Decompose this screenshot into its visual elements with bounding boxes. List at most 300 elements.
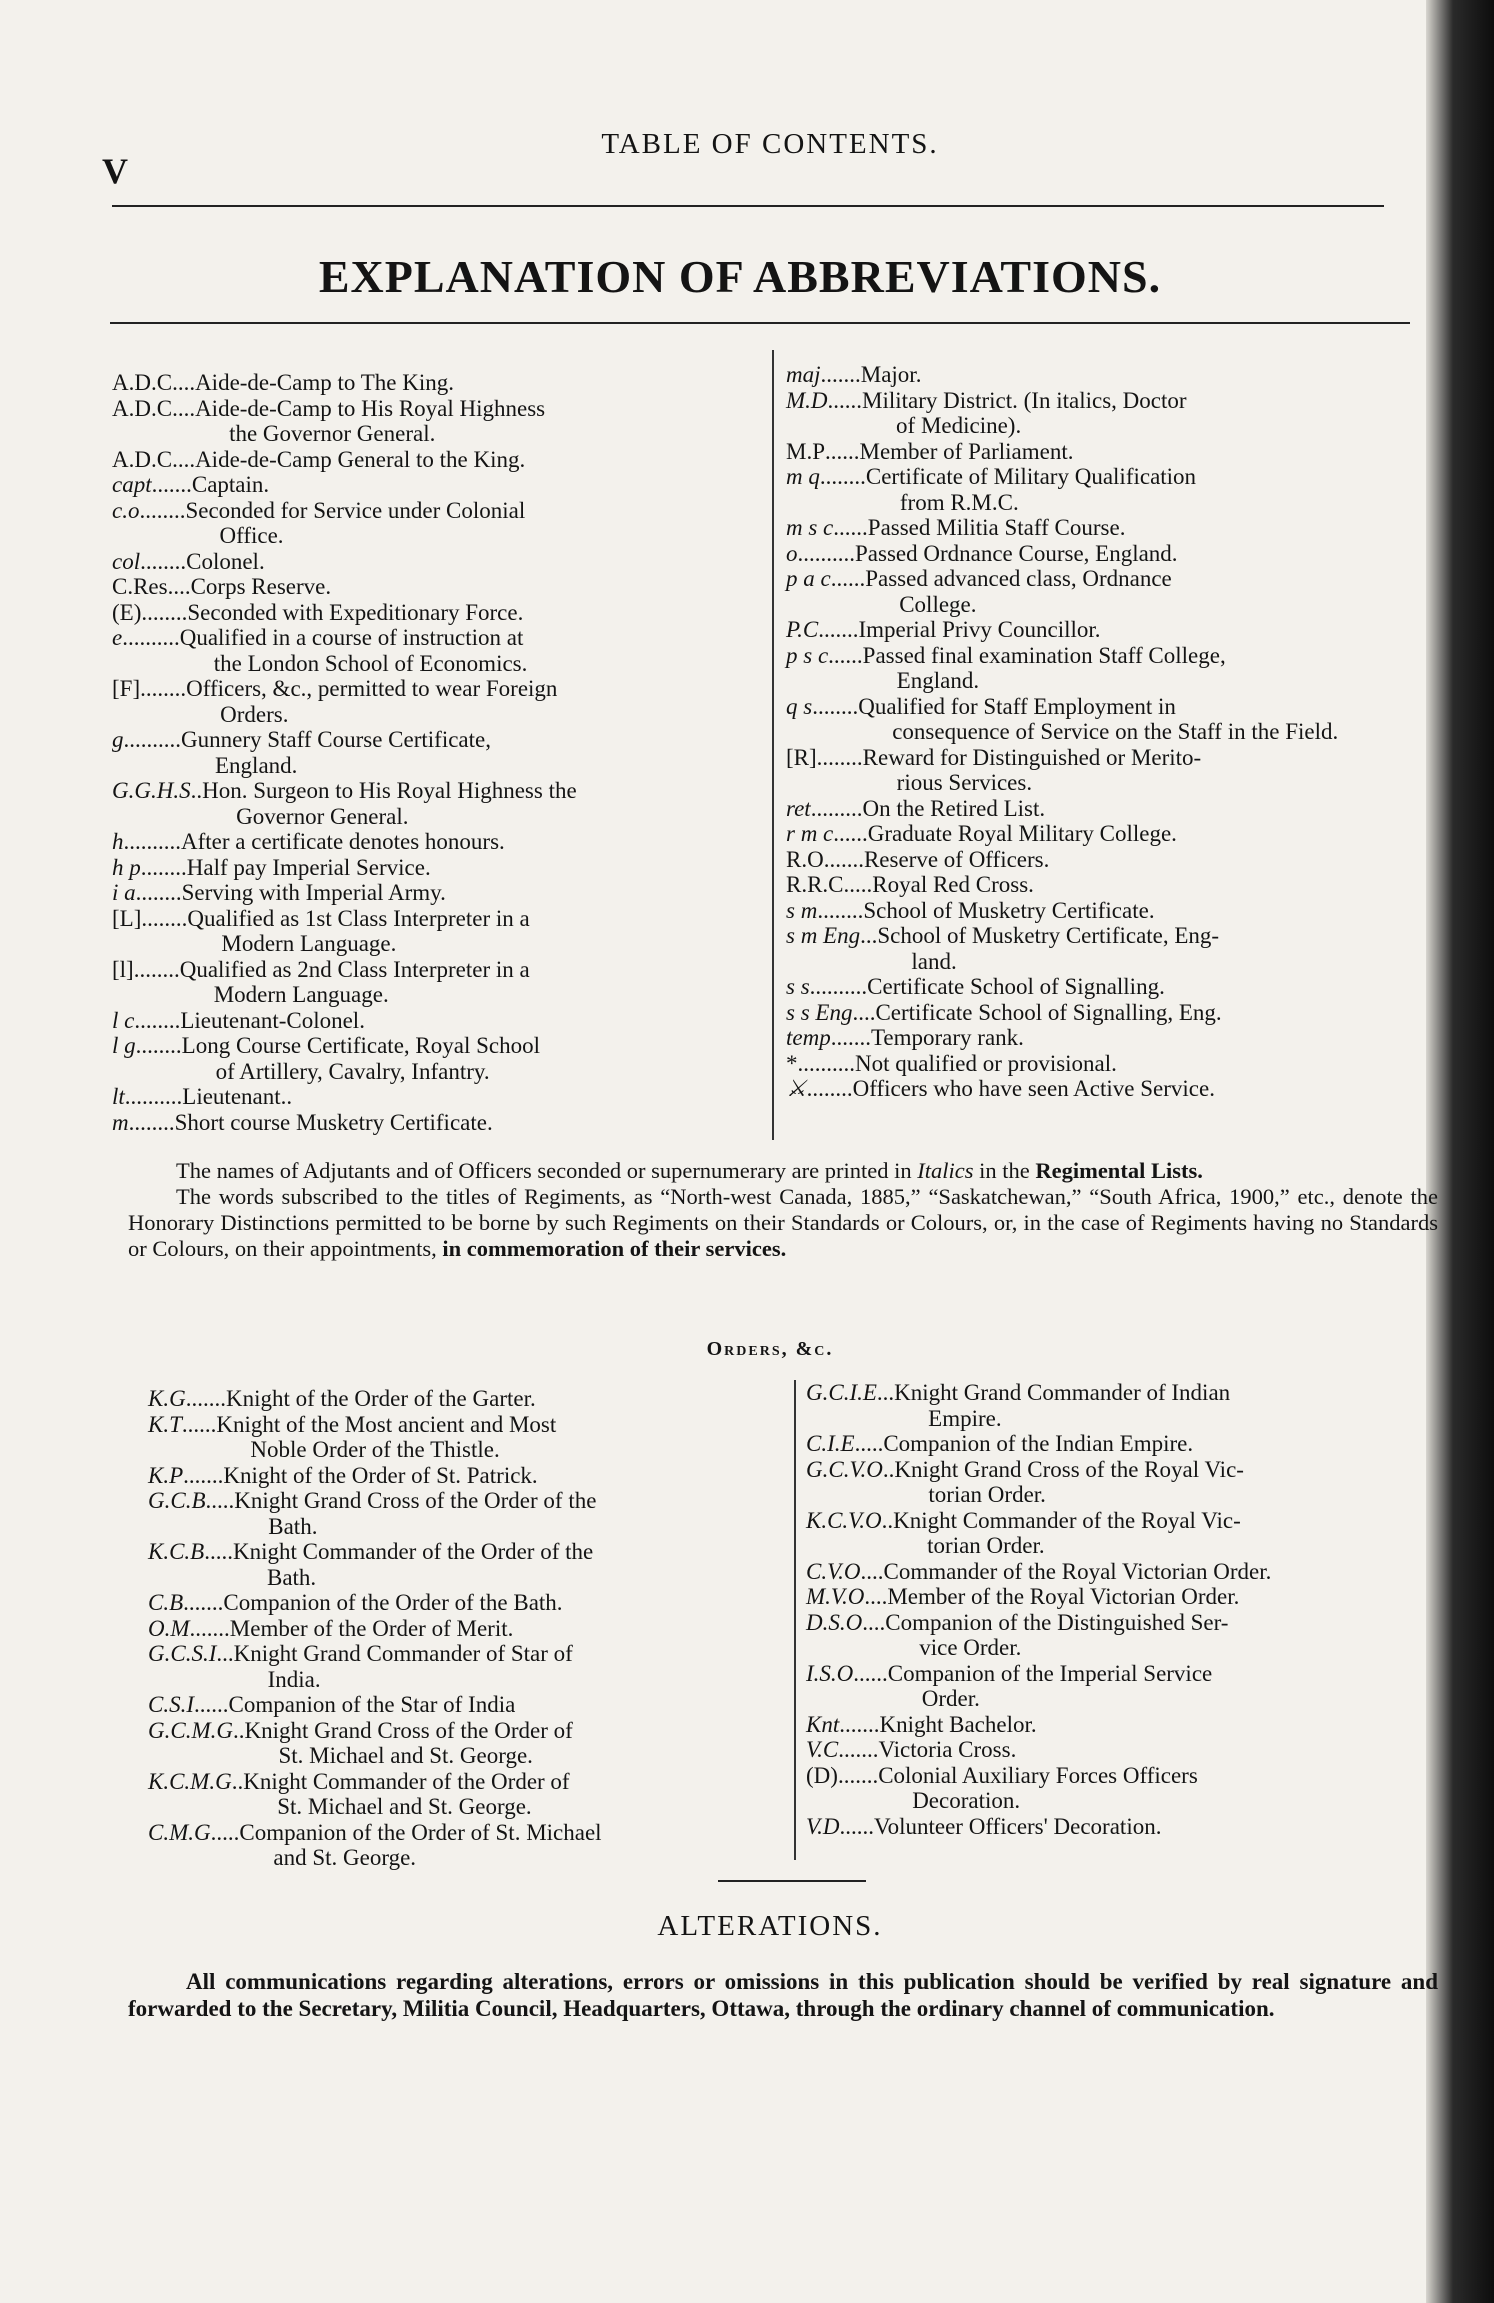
abbreviation-definition	[866, 464, 1426, 515]
abbreviation-term: K.T	[148, 1411, 182, 1437]
note-distinctions-bold: in commemoration of their services.	[442, 1236, 787, 1261]
abbreviation-term: l c	[112, 1007, 135, 1033]
note-italics-word: Italics	[917, 1158, 974, 1183]
abbreviation-entry	[786, 1025, 1426, 1051]
abbreviation-entry	[786, 362, 1426, 388]
abbreviation-definition	[853, 1076, 1426, 1102]
definition-continuation: land.	[911, 948, 957, 974]
definition-text: Companion of the Star of India	[228, 1692, 516, 1717]
abbreviation-entry	[786, 898, 1426, 924]
abbreviation-definition	[855, 541, 1426, 567]
abbreviation-definition	[885, 1610, 1436, 1661]
orders-right-column	[806, 1380, 1436, 1839]
abbreviation-definition	[187, 600, 760, 626]
abbreviation-entry	[112, 447, 760, 473]
definition-text: Qualified as 1st Class Interpreter in a	[187, 905, 530, 931]
title-rule	[110, 322, 1410, 324]
definition-text: Gunnery Staff Course Certificate,	[181, 727, 491, 752]
abbreviation-entry	[786, 439, 1426, 465]
abbreviation-term: C.S.I	[148, 1692, 194, 1717]
definition-text: Certificate School of Signalling.	[867, 974, 1165, 999]
definition-text: Victoria Cross.	[878, 1737, 1017, 1762]
leader-dots: .......	[183, 1590, 224, 1615]
abbreviation-entry	[112, 906, 760, 957]
abbreviation-term: s m Eng	[786, 923, 861, 948]
abbreviation-term: K.C.V.O	[806, 1507, 882, 1533]
leader-dots: ........	[819, 464, 866, 489]
leader-dots: ......	[181, 1411, 217, 1437]
definition-continuation: St. Michael and St. George.	[277, 1794, 532, 1819]
abbreviation-term: [l]	[112, 956, 134, 982]
abbreviation-entry	[806, 1661, 1436, 1712]
definition-text: Member of the Royal Victorian Order.	[887, 1584, 1240, 1609]
abbreviation-entry	[148, 1463, 780, 1489]
definition-text: Companion of the Indian Empire.	[883, 1431, 1194, 1456]
leader-dots: ........	[133, 956, 180, 982]
abbreviation-entry	[112, 676, 760, 727]
definition-continuation: of Artillery, Cavalry, Infantry.	[215, 1058, 490, 1084]
abbreviation-definition	[187, 855, 760, 881]
abbreviation-term: M.V.O	[806, 1584, 865, 1609]
leader-dots: ........	[128, 1109, 175, 1135]
leader-dots: ..	[231, 1768, 244, 1794]
abbreviation-entry	[786, 821, 1426, 847]
abbreviation-entry	[806, 1763, 1436, 1814]
definition-text: Captain.	[191, 472, 270, 497]
abbreviation-term: m	[112, 1109, 129, 1135]
definition-text: Knight Grand Commander of Indian	[894, 1380, 1231, 1405]
leader-dots: .....	[854, 1431, 884, 1456]
abbreviation-term: m s c	[786, 515, 834, 540]
definition-continuation: and St. George.	[273, 1845, 417, 1870]
abbreviation-entry	[112, 1008, 760, 1034]
abbreviation-entry	[112, 1033, 760, 1084]
abbreviation-definition	[181, 727, 760, 778]
definition-text: Major.	[860, 362, 922, 387]
definition-continuation: Modern Language.	[213, 982, 389, 1007]
abbreviation-definition	[175, 1110, 760, 1136]
page-binding-edge	[1426, 0, 1494, 2303]
abbreviation-entry	[806, 1559, 1436, 1585]
abbreviation-definition	[863, 745, 1426, 796]
definition-text: After a certificate denotes honours.	[181, 829, 505, 854]
orders-heading: Orders, &c.	[706, 1338, 834, 1360]
definition-text: Lieutenant..	[182, 1084, 293, 1109]
abbreviation-term: M.P	[786, 438, 825, 464]
abbreviation-entry	[112, 600, 760, 626]
leader-dots: ........	[140, 854, 187, 880]
definition-text: Member of the Order of Merit.	[229, 1615, 514, 1641]
note-regimental-lists: Regimental Lists.	[1035, 1158, 1203, 1183]
note-distinctions-text: The words subscribed to the titles of Regiments, as “North-west Canada, 1885,” “Saskatchewan,” “South Africa, 1900,” etc., denote the Honorary Distinctions permitted to be borne by such Regiments on their Standards or Colours, or, in the case of Regiments having no Standards or Colours, on their appointments,	[128, 1184, 1438, 1261]
abbreviation-term: s m	[786, 897, 818, 923]
abbreviation-definition	[229, 1692, 781, 1718]
abbreviation-definition	[233, 1539, 780, 1590]
leader-dots: .........	[810, 795, 863, 821]
abbreviation-definition	[864, 847, 1426, 873]
abbreviation-entry	[786, 617, 1426, 643]
abbreviation-definition	[884, 1559, 1436, 1585]
abbreviation-definition	[180, 1008, 760, 1034]
abbreviation-entry	[112, 1110, 760, 1136]
definition-text: Knight Grand Cross of the Royal Vic-	[894, 1456, 1244, 1482]
alterations-heading: ALTERATIONS.	[657, 1910, 883, 1942]
definition-continuation: rious Services.	[896, 770, 1033, 795]
leader-dots: ..	[882, 1456, 895, 1482]
abbreviation-definition	[186, 676, 760, 727]
leader-dots: ....	[172, 395, 196, 421]
definition-text: Serving with Imperial Army.	[181, 880, 446, 905]
definition-continuation: Governor General.	[236, 803, 409, 829]
abbreviation-term: A.D.C	[112, 370, 173, 395]
abbreviation-definition	[858, 617, 1426, 643]
section-rule	[718, 1880, 866, 1882]
abbreviation-entry	[806, 1737, 1436, 1763]
definition-text: Officers who have seen Active Service.	[852, 1076, 1215, 1101]
abbreviation-term: C.B	[148, 1590, 184, 1615]
definition-text: Member of Parliament.	[859, 438, 1074, 464]
leader-dots: ........	[134, 1007, 181, 1033]
definition-continuation: Empire.	[928, 1405, 1002, 1431]
definition-continuation: England.	[896, 668, 980, 693]
abbreviation-entry	[112, 829, 760, 855]
definition-continuation: of Medicine).	[896, 413, 1022, 438]
abbreviation-term: capt	[112, 472, 152, 497]
leader-dots: ..........	[797, 540, 855, 566]
abbreviation-entry	[148, 1386, 780, 1412]
abbreviation-term: r m c	[786, 821, 834, 846]
leader-dots: ........	[140, 548, 187, 574]
leader-dots: ........	[812, 693, 859, 719]
leader-dots: .....	[204, 1539, 233, 1564]
abbreviation-term: s s Eng	[786, 999, 853, 1025]
abbreviation-definition	[181, 829, 760, 855]
abbreviation-term: *	[786, 1050, 798, 1076]
abbreviation-entry	[806, 1814, 1436, 1840]
leader-dots: .....	[205, 1488, 235, 1513]
leader-dots: ..	[881, 1507, 894, 1533]
abbreviation-definition	[239, 1820, 780, 1871]
abbreviation-entry	[112, 855, 760, 881]
header-rule	[112, 205, 1384, 207]
abbreviation-term: maj	[786, 362, 821, 387]
abbreviation-entry	[806, 1584, 1436, 1610]
abbreviation-entry	[148, 1616, 780, 1642]
abbreviation-term: s s	[786, 974, 810, 999]
abbreviation-term: K.C.B	[148, 1539, 205, 1564]
definition-text: Hon. Surgeon to His Royal Highness the	[202, 778, 577, 803]
abbreviation-entry	[148, 1692, 780, 1718]
abbreviation-term: D.S.O	[806, 1609, 863, 1635]
abbreviation-entry	[112, 498, 760, 549]
definition-continuation: the London School of Economics.	[213, 650, 528, 676]
definition-continuation: from R.M.C.	[899, 489, 1019, 515]
abbreviation-entry	[148, 1590, 780, 1616]
abbreviation-entry	[806, 1712, 1436, 1738]
abbreviation-term: [R]	[786, 744, 817, 770]
abbreviation-definition	[893, 1508, 1436, 1559]
page-title: EXPLANATION OF ABBREVIATIONS.	[318, 251, 1162, 302]
definition-text: Qualified as 2nd Class Interpreter in a	[179, 956, 530, 982]
note-italics	[128, 1158, 1438, 1184]
leader-dots: .......	[838, 1737, 879, 1762]
abbreviation-entry	[786, 1000, 1426, 1026]
leader-dots: ......	[853, 1660, 888, 1686]
definition-text: Knight Commander of the Order of	[243, 1768, 570, 1794]
definition-text: On the Retired List.	[862, 795, 1046, 821]
abbreviation-definition	[862, 796, 1426, 822]
abbreviation-term: K.P	[148, 1462, 184, 1488]
abbreviation-term: c.o	[112, 497, 140, 523]
abbreviation-entry	[148, 1539, 780, 1590]
abbreviation-definition	[894, 1457, 1436, 1508]
abbreviation-entry	[112, 472, 760, 498]
definition-continuation: England.	[215, 752, 298, 778]
abbreviation-entry	[806, 1610, 1436, 1661]
abbreviation-term: C.V.O	[806, 1558, 861, 1584]
abbreviation-definition	[888, 1661, 1436, 1712]
abbreviation-term: V.D	[806, 1813, 840, 1839]
abbreviation-entry	[786, 923, 1426, 974]
abbreviation-definition	[234, 1488, 780, 1539]
definition-text: Colonel.	[186, 548, 265, 574]
abbreviation-term: A.D.C	[112, 446, 173, 472]
abbreviation-term: [F]	[112, 676, 141, 701]
leader-dots: ......	[825, 438, 860, 464]
definition-text: Commander of the Royal Victorian Order.	[883, 1558, 1272, 1584]
abbreviation-entry	[112, 625, 760, 676]
abbreviation-definition	[195, 447, 760, 473]
abbreviation-entry	[806, 1457, 1436, 1508]
abbreviations-right-column	[786, 362, 1426, 1102]
abbreviation-definition	[862, 388, 1426, 439]
abbreviation-term: K.C.M.G	[148, 1768, 232, 1794]
abbreviation-entry	[112, 957, 760, 1008]
abbreviation-entry	[786, 515, 1426, 541]
definition-text: Imperial Privy Councillor.	[858, 617, 1101, 642]
abbreviation-term: G.C.I.E	[806, 1380, 877, 1405]
abbreviation-term: m q	[786, 464, 820, 489]
definition-text: School of Musketry Certificate, Eng-	[877, 923, 1220, 948]
abbreviation-definition	[223, 1463, 780, 1489]
leader-dots: ......	[839, 1813, 874, 1839]
leader-dots: .......	[151, 472, 192, 497]
leader-dots: .......	[820, 362, 861, 387]
leader-dots: ........	[141, 905, 188, 931]
abbreviation-term: h	[112, 829, 124, 854]
abbreviation-definition	[195, 396, 760, 447]
leader-dots: ....	[852, 999, 876, 1025]
abbreviation-definition	[863, 898, 1426, 924]
abbreviation-term: p s c	[786, 642, 829, 668]
leader-dots: ........	[806, 1076, 853, 1101]
leader-dots: ...	[216, 1641, 234, 1666]
abbreviation-definition	[244, 1718, 780, 1769]
abbreviation-definition	[216, 1412, 780, 1463]
definition-text: Passed Ordnance Course, England.	[855, 540, 1178, 566]
definition-continuation: Office.	[219, 523, 284, 548]
leader-dots: ..........	[809, 974, 868, 999]
definition-continuation: Bath.	[266, 1564, 317, 1590]
leader-dots: ........	[817, 897, 864, 923]
definition-text: Aide-de-Camp General to the King.	[195, 446, 526, 472]
abbreviation-term: g	[112, 727, 124, 752]
definition-text: Half pay Imperial Service.	[186, 854, 431, 880]
abbreviation-definition	[878, 1737, 1436, 1763]
leader-dots: ..........	[123, 727, 181, 752]
note-honorary-distinctions	[128, 1184, 1438, 1262]
abbreviation-definition	[858, 694, 1426, 745]
abbreviation-definition	[860, 439, 1427, 465]
leader-dots: ........	[141, 599, 188, 625]
definition-continuation: St. Michael and St. George.	[278, 1743, 533, 1768]
abbreviation-term: R.R.C	[786, 872, 844, 897]
leader-dots: ....	[172, 370, 196, 395]
abbreviation-entry	[148, 1488, 780, 1539]
leader-dots: .......	[818, 617, 859, 642]
leader-dots: ......	[833, 515, 868, 540]
abbreviation-definition	[180, 957, 760, 1008]
abbreviation-entry	[112, 778, 760, 829]
definition-continuation: Order.	[921, 1686, 980, 1711]
definition-continuation: Noble Order of the Thistle.	[250, 1437, 500, 1462]
leader-dots: ....	[167, 574, 191, 599]
definition-text: Reward for Distinguished or Merito-	[862, 744, 1202, 770]
abbreviation-entry	[806, 1431, 1436, 1457]
page-number: V	[102, 151, 128, 191]
definition-text: Corps Reserve.	[190, 574, 332, 599]
abbreviation-entry	[786, 388, 1426, 439]
definition-text: Colonial Auxiliary Forces Officers	[878, 1762, 1198, 1788]
definition-continuation: the Governor General.	[229, 421, 436, 446]
abbreviation-entry	[112, 880, 760, 906]
leader-dots: ..........	[123, 829, 181, 854]
leader-dots: ..........	[122, 625, 180, 650]
definition-text: Short course Musketry Certificate.	[174, 1109, 493, 1135]
abbreviation-entry	[786, 1051, 1426, 1077]
definition-text: Graduate Royal Military College.	[867, 821, 1177, 846]
definition-text: Seconded with Expeditionary Force.	[187, 599, 524, 625]
abbreviation-term: col	[112, 548, 141, 574]
note-italics-text: The names of Adjutants and of Officers seconded or supernumerary are printed in	[176, 1158, 918, 1183]
abbreviation-term: h p	[112, 854, 141, 880]
definition-text: Companion of the Distinguished Ser-	[885, 1609, 1229, 1635]
abbreviation-definition	[865, 566, 1426, 617]
note-italics-text-2: in the	[973, 1158, 1036, 1183]
definition-continuation: vice Order.	[919, 1635, 1022, 1660]
abbreviation-term: C.I.E	[806, 1431, 855, 1456]
abbreviation-entry	[112, 549, 760, 575]
definition-text: Knight Grand Cross of the Order of	[244, 1717, 573, 1743]
abbreviation-entry	[112, 574, 760, 600]
abbreviation-entry	[786, 566, 1426, 617]
abbreviation-definition	[226, 1386, 780, 1412]
abbreviation-entry	[786, 464, 1426, 515]
definition-continuation: Decoration.	[912, 1788, 1021, 1813]
definition-text: Companion of the Order of the Bath.	[223, 1590, 563, 1615]
definition-text: Aide-de-Camp to The King.	[195, 370, 454, 395]
abbreviation-entry	[786, 694, 1426, 745]
definition-text: School of Musketry Certificate.	[863, 897, 1155, 923]
abbreviation-definition	[230, 1616, 780, 1642]
leader-dots: ....	[862, 1609, 886, 1635]
leader-dots: ........	[140, 676, 187, 701]
leader-dots: ....	[172, 446, 196, 472]
abbreviation-definition	[867, 974, 1426, 1000]
abbreviation-term: e	[112, 625, 123, 650]
abbreviation-term: i a	[112, 880, 136, 905]
abbreviation-entry	[806, 1508, 1436, 1559]
abbreviation-definition	[878, 1763, 1436, 1814]
leader-dots: .......	[837, 1762, 879, 1788]
abbreviation-definition	[855, 1051, 1426, 1077]
definition-text: Certificate School of Signalling, Eng.	[875, 999, 1222, 1025]
abbreviation-entry	[148, 1769, 780, 1820]
abbreviation-term: p a c	[786, 566, 831, 591]
abbreviation-entry	[112, 727, 760, 778]
abbreviation-definition	[887, 1584, 1436, 1610]
abbreviation-definition	[234, 1641, 780, 1692]
abbreviation-term: l g	[112, 1033, 136, 1058]
leader-dots: ........	[135, 1033, 182, 1058]
definition-continuation: torian Order.	[927, 1533, 1045, 1558]
leader-dots: ......	[833, 821, 868, 846]
leader-dots: ........	[816, 744, 863, 770]
abbreviation-definition	[191, 574, 760, 600]
abbreviation-entry	[112, 370, 760, 396]
definition-text: Knight Commander of the Royal Vic-	[893, 1507, 1241, 1533]
definition-text: Companion of the Imperial Service	[887, 1660, 1213, 1686]
leader-dots: ...	[860, 923, 878, 948]
abbreviation-definition	[894, 1380, 1436, 1431]
definition-text: Lieutenant-Colonel.	[180, 1007, 365, 1033]
abbreviation-definition	[872, 872, 1426, 898]
alterations-text: All communications regarding alterations, errors or omissions in this publication should be verified by real signature and forwarded to the Secretary, Militia Council, Headquarters, Ottawa, through the ordinary channel of communication.	[128, 1969, 1438, 2021]
abbreviation-term: G.C.V.O	[806, 1456, 883, 1482]
abbreviation-definition	[883, 1431, 1436, 1457]
leader-dots: ....	[864, 1584, 888, 1609]
leader-dots: .......	[839, 1711, 880, 1737]
abbreviation-term: G.G.H.S	[112, 778, 191, 803]
abbreviation-definition	[861, 362, 1426, 388]
abbreviation-term: C.Res	[112, 574, 168, 599]
abbreviation-term: G.C.B	[148, 1488, 206, 1513]
definition-text: Military District. (In italics, Doctor	[862, 387, 1187, 413]
abbreviation-definition	[182, 880, 760, 906]
abbreviation-term: M.D	[786, 387, 828, 413]
abbreviation-term: q s	[786, 693, 813, 719]
abbreviation-term: lt	[112, 1084, 125, 1109]
leader-dots: ..........	[124, 1084, 183, 1109]
leader-dots: .....	[843, 872, 873, 897]
abbreviation-entry	[148, 1820, 780, 1871]
definition-continuation: India.	[267, 1666, 321, 1692]
abbreviation-definition	[868, 515, 1426, 541]
leader-dots: ........	[139, 497, 186, 523]
abbreviation-term: G.C.S.I	[148, 1641, 217, 1666]
definition-continuation: torian Order.	[928, 1482, 1046, 1507]
abbreviation-definition	[192, 472, 760, 498]
abbreviation-term: A.D.C	[112, 395, 173, 421]
definition-continuation: Bath.	[268, 1513, 318, 1539]
definition-text: Officers, &c., permitted to wear Foreign	[186, 676, 558, 701]
definition-text: Passed Militia Staff Course.	[867, 515, 1126, 540]
running-head: TABLE OF CONTENTS.	[601, 128, 939, 160]
abbreviation-entry	[786, 974, 1426, 1000]
abbreviation-entry	[112, 396, 760, 447]
abbreviation-entry	[786, 847, 1426, 873]
abbreviation-term: P.C	[786, 617, 819, 642]
